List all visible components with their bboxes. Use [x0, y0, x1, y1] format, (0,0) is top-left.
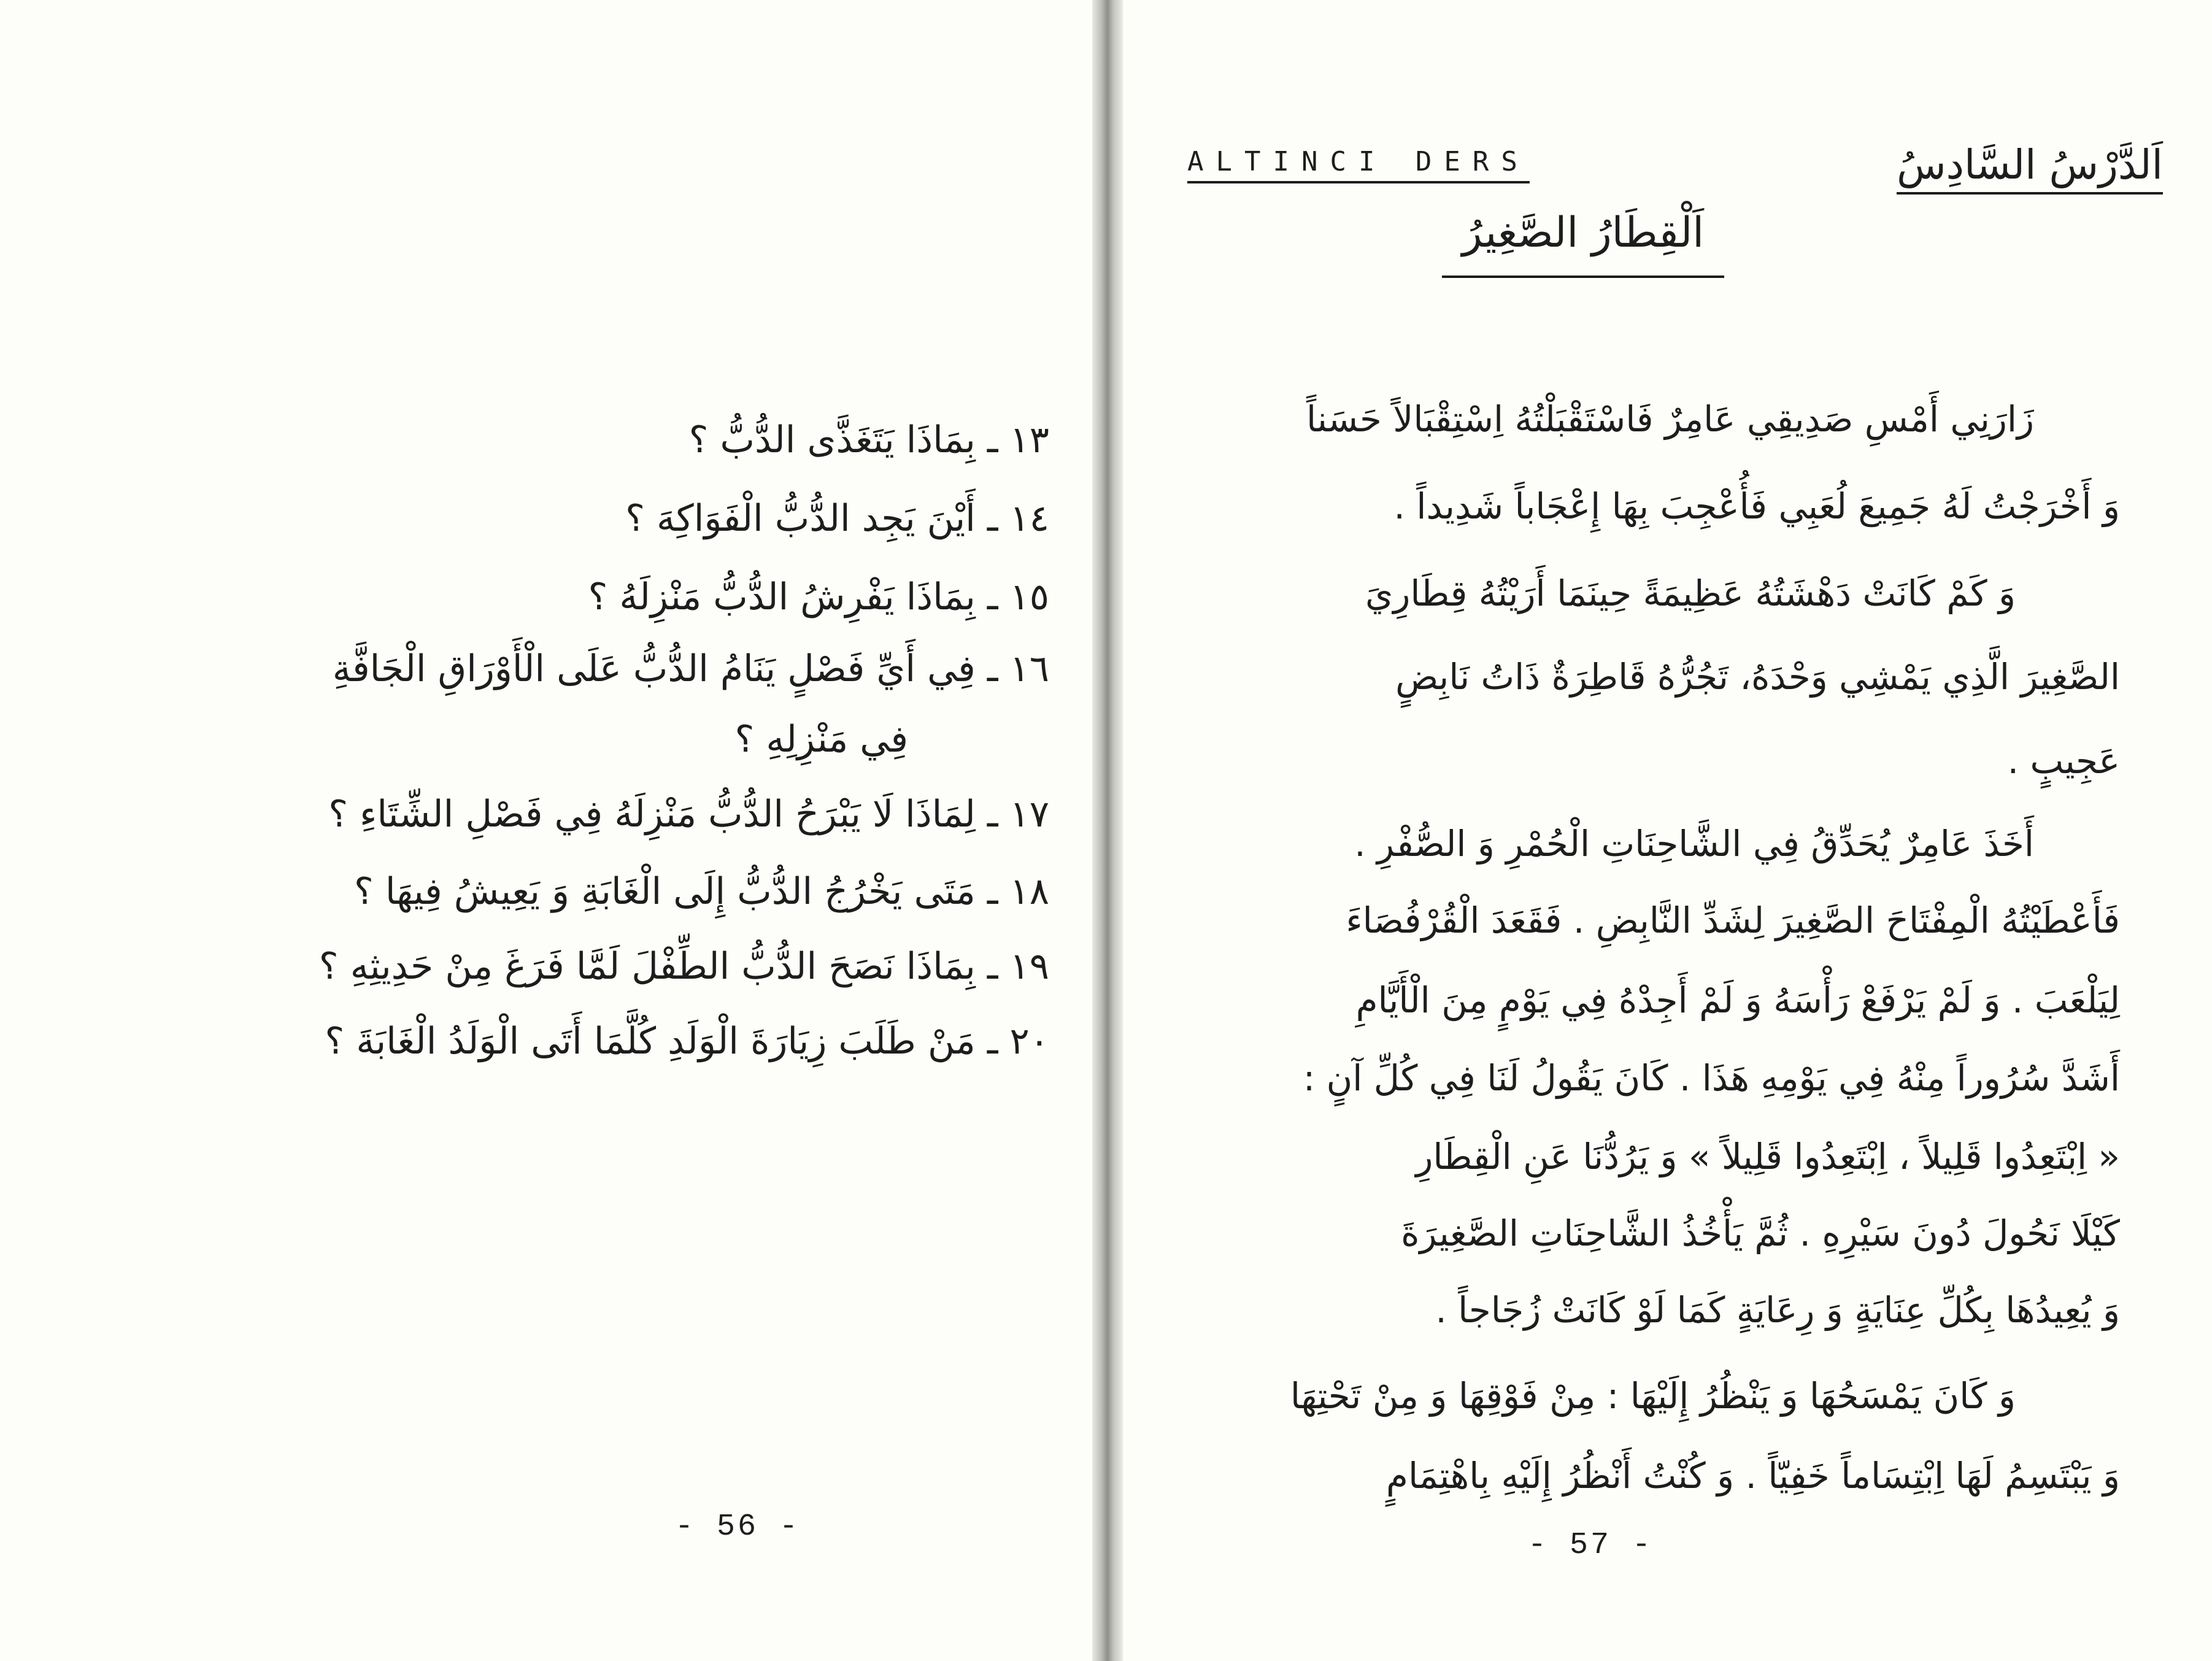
page-number-left: - 56 - — [675, 1509, 801, 1544]
lesson-header-latin: ALTINCI DERS — [1187, 146, 1530, 183]
paragraph-line: وَ كَمْ كَانَتْ دَهْشَتُهُ عَظِيمَةً حِينَمَا أَرَيْتُهُ قِطَارِيَ — [1365, 572, 2016, 614]
question-20: ٢٠ ـ مَنْ طَلَبَ زِيَارَةَ الْوَلَدِ كُلَّمَا أَتَى الْوَلَدُ الْغَابَةَ ؟ — [325, 1020, 1049, 1063]
question-14: ١٤ ـ أَيْنَ يَجِد الدُّبُّ الْفَوَاكِهَ ؟ — [625, 497, 1049, 540]
paragraph-line: عَجِيبٍ . — [2007, 740, 2120, 782]
paragraph-line: وَ يَبْتَسِمُ لَهَا اِبْتِسَاماً خَفِيّاً . وَ كُنْتُ أَنْظُرُ إِلَيْهِ بِاهْتِمَامٍ — [1386, 1455, 2120, 1497]
paragraph-line: فَأَعْطَيْتُهُ الْمِفْتَاحَ الصَّغِيرَ لِشَدِّ النَّابِضِ . فَقَعَدَ الْقُرْفُصَاءَ — [1346, 900, 2120, 941]
paragraph-line: أَشَدَّ سُرُوراً مِنْهُ فِي يَوْمِهِ هَذَا . كَانَ يَقُولُ لَنَا فِي كُلِّ آنٍ : — [1303, 1057, 2120, 1099]
paragraph-line: زَارَنِي أَمْسِ صَدِيقِي عَامِرٌ فَاسْتَقْبَلْتُهُ اِسْتِقْبَالاً حَسَناً — [1306, 398, 2034, 440]
paragraph-line: لِيَلْعَبَ . وَ لَمْ يَرْفَعْ رَأْسَهُ وَ لَمْ أَجِدْهُ فِي يَوْمٍ مِنَ الْأَيَّامِ — [1355, 979, 2120, 1021]
paragraph-line: الصَّغِيرَ الَّذِي يَمْشِي وَحْدَهُ، تَجُرُّهُ قَاطِرَةٌ ذَاتُ نَابِضٍ — [1395, 656, 2120, 698]
page-number-right: - 57 - — [1528, 1528, 1654, 1563]
question-13: ١٣ ـ بِمَاذَا يَتَغَذَّى الدُّبُّ ؟ — [688, 418, 1049, 461]
question-19: ١٩ ـ بِمَاذَا نَصَحَ الدُّبُّ الطِّفْلَ لَمَّا فَرَغَ مِنْ حَدِيثِهِ ؟ — [318, 945, 1049, 988]
paragraph-line: أَخَذَ عَامِرٌ يُحَدِّقُ فِي الشَّاحِنَاتِ الْحُمْرِ وَ الصُّفْرِ . — [1354, 823, 2034, 865]
lesson-title: اَلْقِطَارُ الصَّغِيرُ — [1442, 209, 1724, 278]
question-17: ١٧ ـ لِمَاذَا لَا يَبْرَحُ الدُّبُّ مَنْزِلَهُ فِي فَصْلِ الشِّتَاءِ ؟ — [328, 793, 1049, 836]
lesson-header-arabic: اَلدَّرْسُ السَّادِسُ — [1897, 141, 2163, 195]
question-18: ١٨ ـ مَتَى يَخْرُجُ الدُّبُّ إِلَى الْغَابَةِ وَ يَعِيشُ فِيهَا ؟ — [354, 870, 1049, 913]
paragraph-line: وَ كَانَ يَمْسَحُهَا وَ يَنْظُرُ إِلَيْهَا : مِنْ فَوْقِهَا وَ مِنْ تَحْتِهَا — [1290, 1375, 2016, 1417]
left-page — [0, 0, 1092, 1661]
right-page — [1123, 0, 2212, 1661]
paragraph-line: « اِبْتَعِدُوا قَلِيلاً ، اِبْتَعِدُوا قَلِيلاً » وَ يَرُدُّنَا عَنِ الْقِطَارِ — [1416, 1136, 2120, 1177]
question-16-continuation: فِي مَنْزِلِهِ ؟ — [734, 718, 908, 761]
book-gutter — [1092, 0, 1123, 1661]
paragraph-line: وَ يُعِيدُهَا بِكُلِّ عِنَايَةٍ وَ رِعَايَةٍ كَمَا لَوْ كَانَتْ زُجَاجاً . — [1435, 1289, 2120, 1331]
question-15: ١٥ ـ بِمَاذَا يَفْرِشُ الدُّبُّ مَنْزِلَهُ ؟ — [588, 576, 1049, 619]
question-16: ١٦ ـ فِي أَيِّ فَصْلٍ يَنَامُ الدُّبُّ عَلَى الْأَوْرَاقِ الْجَافَّةِ — [332, 647, 1049, 690]
paragraph-line: وَ أَخْرَجْتُ لَهُ جَمِيعَ لُعَبِي فَأُعْجِبَ بِهَا إِعْجَاباً شَدِيداً . — [1393, 485, 2120, 527]
paragraph-line: كَيْلَا نَحُولَ دُونَ سَيْرِهِ . ثُمَّ يَأْخُذُ الشَّاحِنَاتِ الصَّغِيرَةَ — [1401, 1212, 2120, 1254]
